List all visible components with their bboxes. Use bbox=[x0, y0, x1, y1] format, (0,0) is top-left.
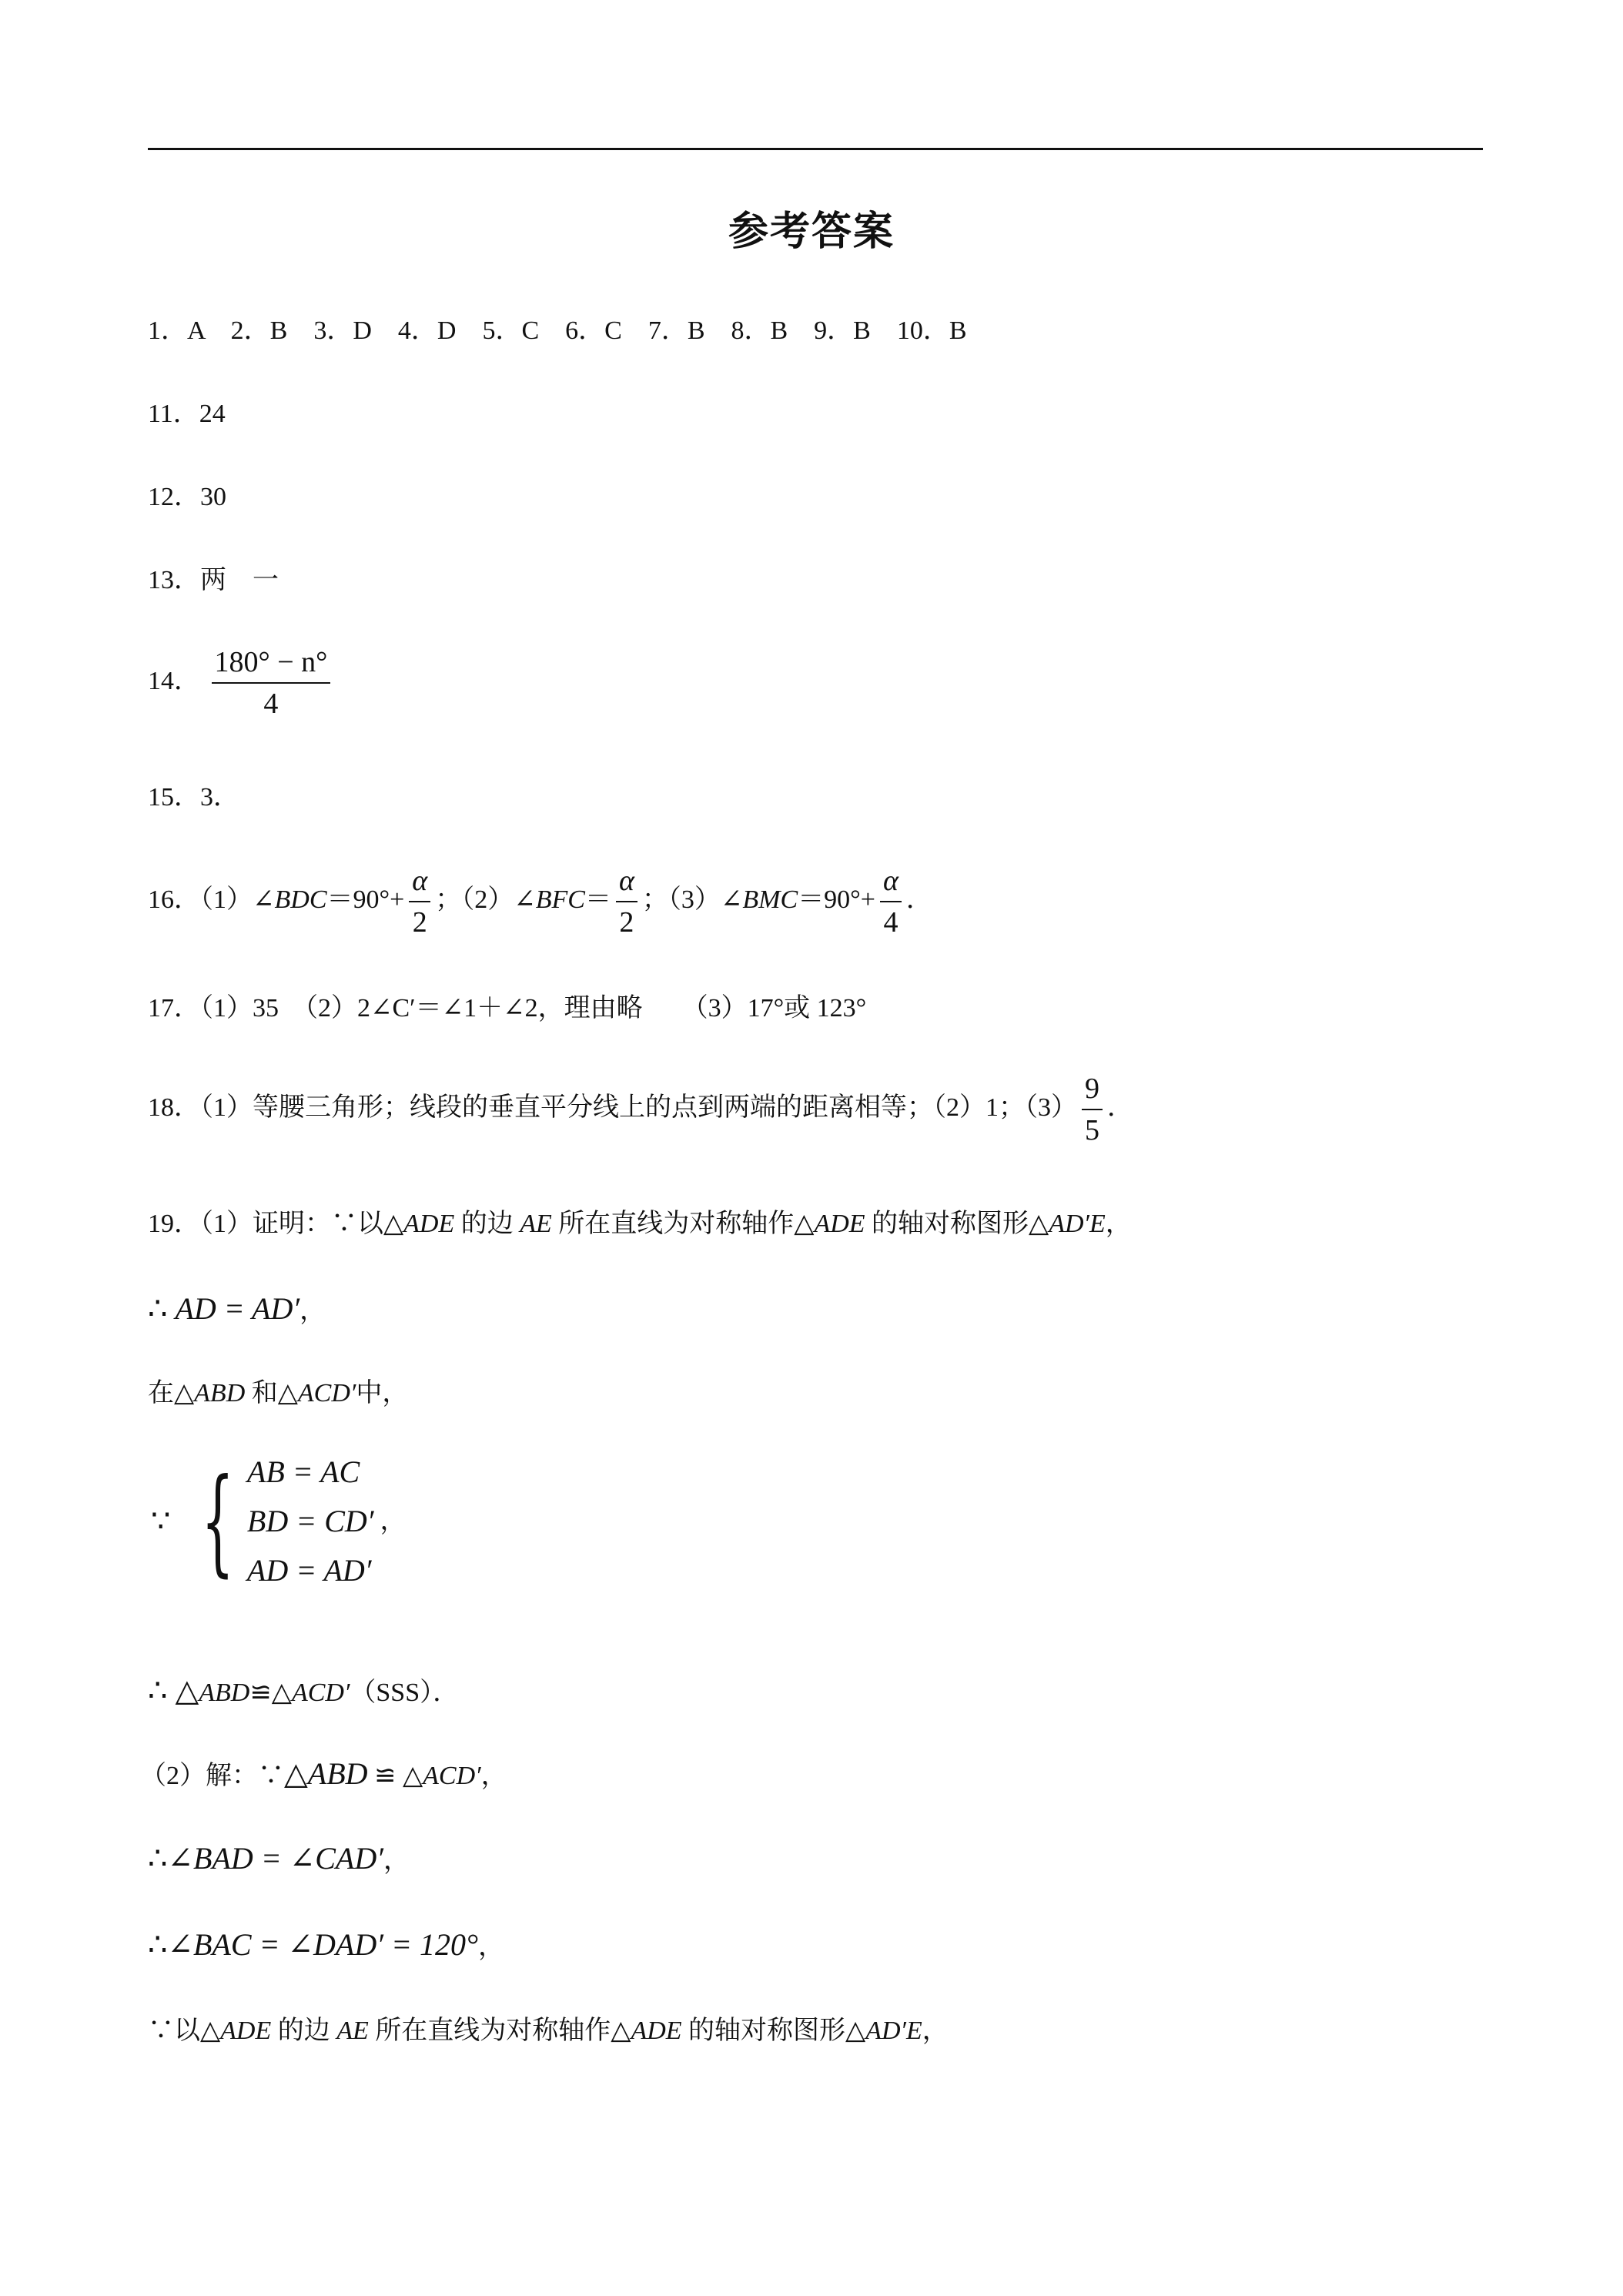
fraction bbox=[616, 864, 637, 939]
answer-19-system bbox=[151, 1448, 407, 1595]
answer-19-line-6 bbox=[140, 1756, 507, 1792]
answer-19-line-7 bbox=[148, 1843, 410, 1876]
angle-var: BFC bbox=[535, 885, 585, 914]
math-var: ACD′ bbox=[297, 1379, 356, 1407]
fraction-denominator: 2 bbox=[412, 906, 427, 939]
answer-17: 17．（1）35 （2）2∠C′＝∠1＋∠2，理由略 （3）17°或 123° bbox=[148, 994, 867, 1022]
fraction-denominator: 5 bbox=[1085, 1114, 1099, 1146]
text: （2）解：∵ bbox=[140, 1762, 284, 1790]
part-label: ；（2）∠ bbox=[435, 885, 536, 914]
math-var: AE bbox=[520, 1210, 552, 1238]
equals: ＝90°+ bbox=[798, 885, 875, 914]
math-var: AD′E bbox=[1049, 1210, 1106, 1238]
text: ， bbox=[300, 1297, 326, 1325]
angle-var: BMC bbox=[742, 885, 798, 914]
answer-16 bbox=[148, 864, 932, 939]
fraction-denominator: 2 bbox=[619, 906, 634, 939]
therefore-symbol: ∴ bbox=[148, 1927, 168, 1962]
text: 和△ bbox=[245, 1379, 298, 1407]
text: ， bbox=[383, 1846, 410, 1875]
math-expression: ∠BAC = ∠DAD′ = 120° bbox=[167, 1927, 478, 1962]
answer-16-label: 16．（1）∠ bbox=[148, 885, 275, 914]
answer-14 bbox=[148, 645, 335, 721]
system-line: BD = CD′ bbox=[246, 1504, 374, 1538]
text: 所在直线为对称轴作△ bbox=[551, 1210, 815, 1238]
text: 的轴对称图形△ bbox=[865, 1210, 1049, 1238]
therefore-symbol: ∴ bbox=[148, 1841, 168, 1876]
text: 中， bbox=[356, 1379, 409, 1407]
text: ， bbox=[922, 2017, 949, 2045]
math-var: AE bbox=[336, 2017, 369, 2045]
period: ． bbox=[1107, 1093, 1133, 1122]
choice-answers: 1．A 2．B 3．D 4．D 5．C 6．C 7．B 8．B 9．B 10．B bbox=[148, 316, 967, 345]
header-rule bbox=[148, 148, 1483, 150]
math-expression: AD = AD′ bbox=[175, 1291, 300, 1326]
text: ∴ △ bbox=[148, 1673, 199, 1708]
left-brace-icon: { bbox=[201, 1454, 235, 1588]
text: 在△ bbox=[148, 1379, 195, 1407]
text: （SSS）． bbox=[350, 1678, 460, 1707]
answer-19-line-2 bbox=[148, 1291, 326, 1327]
text: 的边 bbox=[454, 1210, 520, 1238]
answer-18-text: 18．（1）等腰三角形；线段的垂直平分线上的点到两端的距离相等；（2）1；（3） bbox=[148, 1093, 1077, 1122]
fraction-denominator: 4 bbox=[883, 906, 899, 939]
answer-19-line-5 bbox=[148, 1675, 459, 1709]
text: ， bbox=[480, 1762, 507, 1790]
answer-14-fraction bbox=[212, 645, 331, 721]
math-expression: △ABD bbox=[284, 1756, 368, 1791]
answer-19-line-3 bbox=[148, 1378, 408, 1409]
text: ， bbox=[380, 1507, 407, 1535]
math-var: ADE bbox=[220, 2017, 272, 2045]
text: 19．（1）证明：∵以△ bbox=[148, 1210, 404, 1238]
part-label: ；（3）∠ bbox=[641, 885, 743, 914]
math-var: ACD′ bbox=[291, 1678, 350, 1707]
equals: ＝90°+ bbox=[326, 885, 405, 914]
math-var: ABD bbox=[199, 1678, 250, 1707]
therefore-symbol: ∴ bbox=[148, 1291, 176, 1326]
system-line: AD = AD′ bbox=[246, 1553, 372, 1588]
page-title: 参考答案 bbox=[728, 209, 895, 255]
angle-var: BDC bbox=[274, 885, 327, 914]
fraction-numerator: 180° − n° bbox=[212, 645, 331, 684]
text: ∵以△ bbox=[148, 2017, 221, 2045]
fraction-numerator: α bbox=[616, 864, 637, 902]
text: 所在直线为对称轴作△ bbox=[368, 2017, 631, 2045]
answer-19-line-1 bbox=[148, 1209, 1132, 1240]
answer-14-label: 14． bbox=[148, 666, 200, 695]
fraction-denominator: 4 bbox=[263, 688, 279, 720]
text: ≌△ bbox=[249, 1678, 292, 1707]
answer-11: 11．24 bbox=[148, 400, 226, 428]
text: ， bbox=[477, 1933, 504, 1961]
system-line: AB = AC bbox=[246, 1454, 360, 1489]
period: ． bbox=[905, 885, 932, 914]
math-var: ADE bbox=[403, 1210, 455, 1238]
fraction-numerator: α bbox=[409, 864, 430, 902]
fraction-numerator: α bbox=[880, 864, 902, 902]
equation-system bbox=[151, 1448, 407, 1595]
fraction bbox=[1082, 1072, 1103, 1147]
equals: ＝ bbox=[584, 885, 611, 914]
answer-12: 12．30 bbox=[148, 483, 226, 511]
answer-19-line-9 bbox=[148, 2016, 949, 2047]
fraction bbox=[409, 864, 430, 939]
text: 的边 bbox=[271, 2017, 337, 2045]
fraction bbox=[880, 864, 902, 939]
math-var: ADE bbox=[814, 1210, 865, 1238]
answer-13: 13．两 一 bbox=[148, 566, 279, 594]
text: ≌ bbox=[367, 1762, 403, 1790]
answer-15: 15．3． bbox=[148, 783, 239, 812]
system-lines bbox=[247, 1448, 374, 1595]
math-var: AD′E bbox=[865, 2017, 922, 2045]
math-expression: △ACD′ bbox=[403, 1762, 481, 1790]
answer-19-line-8 bbox=[148, 1927, 504, 1963]
text: 的轴对称图形△ bbox=[681, 2017, 866, 2045]
math-var: ABD bbox=[194, 1379, 246, 1407]
text: ， bbox=[1105, 1210, 1132, 1238]
math-var: ADE bbox=[631, 2017, 682, 2045]
math-expression: ∠BAD = ∠CAD′ bbox=[167, 1841, 383, 1876]
answer-18 bbox=[148, 1072, 1133, 1147]
because-symbol: ∵ bbox=[151, 1504, 171, 1538]
fraction-numerator: 9 bbox=[1082, 1072, 1103, 1110]
